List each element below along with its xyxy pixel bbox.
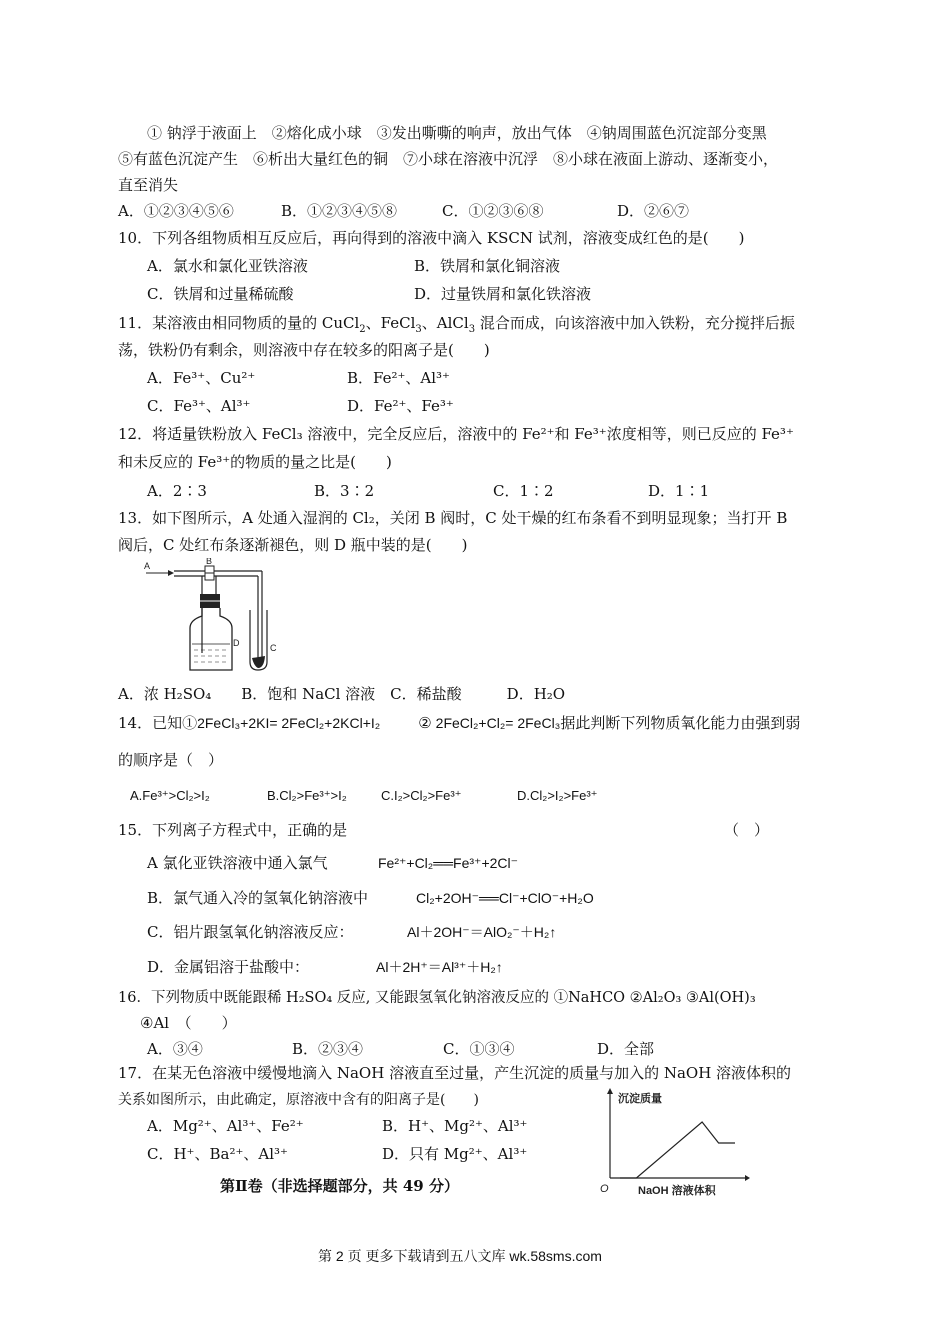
q16-option-c: C．①③④	[443, 1040, 515, 1058]
q12-line1: 12．将适量铁粉放入 FeCl₃ 溶液中，完全反应后，溶液中的 Fe²⁺和 Fe³⁺浓度相等，则已反应的 Fe³⁺	[118, 425, 794, 443]
q10-option-b: B．铁屑和氯化铜溶液	[414, 257, 561, 275]
q15-option-b-text: B．氯气通入冷的氢氧化钠溶液中	[147, 889, 369, 907]
q11-option-b: B．Fe²⁺、Al³⁺	[347, 369, 450, 387]
q15-option-d-eq: Al＋2H⁺＝Al³⁺＋H₂↑	[376, 959, 503, 975]
q15-option-d-text: D．金属铝溶于盐酸中：	[147, 958, 310, 976]
q16-option-b: B．②③④	[292, 1040, 364, 1058]
q13-line2: 阀后，C 处红布条逐渐褪色，则 D 瓶中装的是( )	[118, 536, 468, 554]
q9-option-d: D．②⑥⑦	[617, 202, 690, 220]
graph-y-label: 沉淀质量	[618, 1093, 662, 1105]
q14-option-a: A.Fe³⁺>Cl₂>I₂	[130, 788, 210, 803]
q15-option-a-text: A 氯化亚铁溶液中通入氯气	[147, 854, 328, 872]
q13-options: A．浓 H₂SO₄ B．饱和 NaCl 溶液 C．稀盐酸 D．H₂O	[118, 685, 566, 703]
q17-option-a: A．Mg²⁺、Al³⁺、Fe²⁺	[147, 1117, 304, 1135]
q13-line1: 13．如下图所示，A 处通入湿润的 Cl₂，关闭 B 阀时，C 处干燥的红布条看不到明显现象；当打开 B	[118, 509, 788, 527]
q10-option-a: A．氯水和氯化亚铁溶液	[147, 257, 308, 275]
q11-stem: 11．某溶液由相同物质的量的 CuCl$_2$、FeCl$_3$、AlCl$_3$ 混合而成，向该溶液中加入铁粉，充分搅拌后振	[118, 314, 795, 335]
bottle-d	[190, 608, 232, 670]
q10-stem: 10．下列各组物质相互反应后，再向得到的溶液中滴入 KSCN 试剂，溶液变成红色的是( )	[118, 229, 745, 247]
q15-option-c-eq: Al＋2OH⁻＝AlO₂⁻＋H₂↑	[407, 924, 557, 940]
q14-line1: 14．已知①2FeCl₃+2KI= 2FeCl₂+2KCl+I₂ ② 2FeCl₂+Cl₂= 2FeCl₃据此判断下列物质氧化能力由强到弱	[118, 714, 801, 732]
q17-option-d: D．只有 Mg²⁺、Al³⁺	[382, 1145, 528, 1163]
precipitate-graph	[600, 1088, 750, 1200]
q14-option-d: D.Cl₂>I₂>Fe³⁺	[517, 788, 598, 803]
q15-option-a-eq: Fe²⁺+Cl₂══Fe³⁺+2Cl⁻	[378, 855, 519, 871]
q9-line2: ⑤有蓝色沉淀产生 ⑥析出大量红色的铜 ⑦小球在溶液中沉浮 ⑧小球在液面上游动、逐渐变小，	[118, 150, 779, 168]
q17-line2: 关系如图所示，由此确定，原溶液中含有的阳离子是( )	[118, 1092, 479, 1108]
graph-curve	[620, 1122, 735, 1178]
graph-y-arrow	[607, 1088, 613, 1094]
q16-line2: ④Al （ ）	[140, 1014, 237, 1032]
q11-option-d: D．Fe²⁺、Fe³⁺	[347, 397, 454, 415]
q17-option-c: C．H⁺、Ba²⁺、Al³⁺	[147, 1145, 288, 1163]
q10-option-d: D．过量铁屑和氯化铁溶液	[414, 285, 592, 303]
q15-option-b-eq: Cl₂+2OH⁻══Cl⁻+ClO⁻+H₂O	[416, 890, 594, 906]
label-d: D	[233, 638, 240, 648]
q17-line1: 17．在某无色溶液中缓慢地滴入 NaOH 溶液直至过量，产生沉淀的质量与加入的 NaOH 溶液体积的	[118, 1064, 792, 1082]
graph-x-label: NaOH 溶液体积	[638, 1185, 716, 1197]
q11-line2: 荡，铁粉仍有剩余，则溶液中存在较多的阳离子是( )	[118, 341, 490, 359]
q9-line3: 直至消失	[118, 176, 179, 194]
q9-option-c: C．①②③⑥⑧	[442, 202, 544, 220]
q11-option-c: C．Fe³⁺、Al³⁺	[147, 397, 251, 415]
inlet-arrowhead	[168, 570, 174, 576]
q17-option-b: B．H⁺、Mg²⁺、Al³⁺	[382, 1117, 528, 1135]
graph-origin: O	[600, 1183, 609, 1195]
q9-line1: ① 钠浮于液面上 ②熔化成小球 ③发出嘶嘶的响声，放出气体 ④钠周围蓝色沉淀部分变黑	[147, 124, 767, 142]
q10-option-c: C．铁屑和过量稀硫酸	[147, 285, 294, 303]
q15-paren: （ ）	[724, 821, 770, 839]
q15-option-c-text: C．铝片跟氢氧化钠溶液反应：	[147, 923, 354, 941]
q12-option-d: D．1∶1	[648, 482, 710, 500]
page-footer: 第 2 页 更多下载请到五八文库 wk.58sms.com	[318, 1248, 602, 1264]
q16-option-a: A．③④	[147, 1040, 203, 1058]
q16-option-d: D．全部	[597, 1040, 655, 1058]
q12-option-b: B．3∶2	[314, 482, 375, 500]
graph-x-arrow	[745, 1175, 750, 1181]
label-a: A	[144, 561, 151, 571]
label-c: C	[270, 643, 277, 653]
red-cloth-strip	[252, 656, 265, 668]
q14-line2: 的顺序是（ ）	[118, 751, 224, 769]
q12-option-c: C．1∶2	[493, 482, 554, 500]
q16-line1: 16．下列物质中既能跟稀 H₂SO₄ 反应, 又能跟氢氧化钠溶液反应的 ①NaHCO ②Al₂O₃ ③Al(OH)₃	[118, 990, 756, 1006]
q9-option-a: A．①②③④⑤⑥	[118, 202, 234, 220]
apparatus-diagram	[140, 558, 280, 676]
q12-line2: 和未反应的 Fe³⁺的物质的量之比是( )	[118, 453, 392, 471]
q15-stem: 15．下列离子方程式中，正确的是	[118, 821, 348, 839]
q14-option-c: C.I₂>Cl₂>Fe³⁺	[381, 788, 462, 803]
q11-option-a: A．Fe³⁺、Cu²⁺	[147, 369, 256, 387]
q12-option-a: A．2∶3	[147, 482, 207, 500]
q14-option-b: B.Cl₂>Fe³⁺>I₂	[267, 788, 347, 803]
section-2-heading: 第Ⅱ卷（非选择题部分，共 49 分）	[220, 1177, 459, 1195]
q9-option-b: B．①②③④⑤⑧	[281, 202, 398, 220]
label-b: B	[206, 558, 213, 566]
